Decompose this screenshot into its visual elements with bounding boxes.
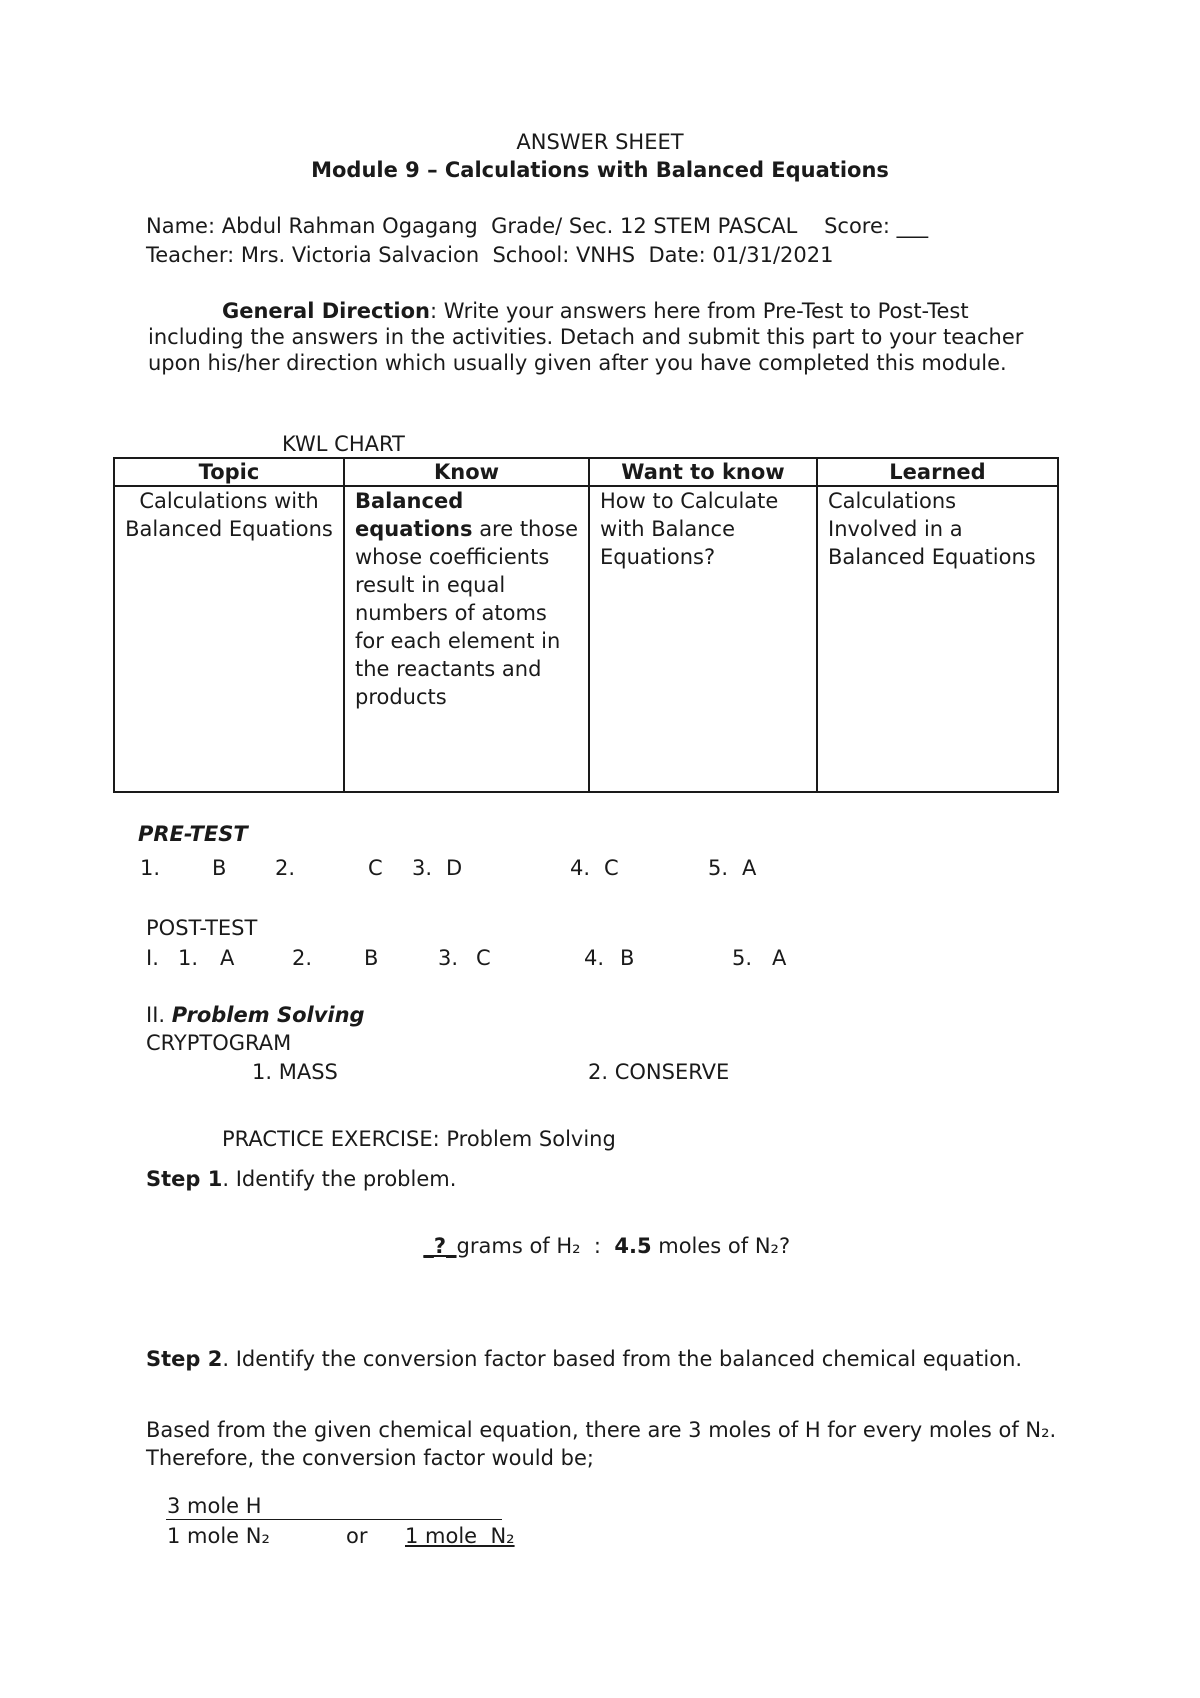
kwl-cell-topic: Calculations with Balanced Equations: [114, 486, 344, 792]
student-info-line: Name: Abdul Rahman Ogagang Grade/ Sec. 12 STEM PASCAL Score: ___: [146, 214, 929, 238]
problem-solving-prefix: II.: [146, 1003, 166, 1027]
posttest-num-2: 2.: [292, 946, 313, 970]
posttest-ans-1: A: [220, 946, 235, 970]
pretest-ans-2: C: [368, 856, 383, 880]
or-text: or: [346, 1524, 368, 1548]
step-2: [146, 1346, 1062, 1372]
general-direction-text: : Write your answers here from Pre-Test to Post-Test including the answers in the activities. Detach and submit this part to your teacher upon his/her direction which usually given after you have completed this module.: [148, 299, 1024, 375]
problem-solving-heading: [146, 1003, 365, 1027]
step-2-text: . Identify the conversion factor based from the balanced chemical equation.: [222, 1347, 1023, 1371]
problem-solving-title: Problem Solving: [171, 1003, 365, 1027]
page-title: ANSWER SHEET: [516, 130, 684, 154]
posttest-ans-4: B: [620, 946, 635, 970]
posttest-title: POST-TEST: [146, 916, 258, 940]
step-1-text: . Identify the problem.: [222, 1167, 457, 1191]
kwl-header-want: Want to know: [589, 458, 817, 486]
kwl-chart-title: KWL CHART: [282, 432, 405, 456]
fraction-numerator: 3 mole H: [167, 1494, 262, 1518]
practice-exercise-title: PRACTICE EXERCISE: Problem Solving: [222, 1127, 616, 1151]
kwl-cell-want: How to Calculate with Balance Equations?: [589, 486, 817, 792]
posttest-ans-3: C: [476, 946, 491, 970]
posttest-ans-2: B: [364, 946, 379, 970]
cryptogram-label: CRYPTOGRAM: [146, 1031, 292, 1055]
kwl-cell-learned: Calculations Involved in a Balanced Equations: [817, 486, 1058, 792]
pretest-ans-4: C: [604, 856, 619, 880]
pretest-ans-1: B: [212, 856, 227, 880]
equation-value: 4.5: [614, 1234, 652, 1258]
page-subtitle: Module 9 – Calculations with Balanced Equations: [311, 158, 889, 182]
pretest-num-1: 1.: [140, 856, 161, 880]
posttest-ans-5: A: [772, 946, 787, 970]
equation-end: moles of N₂?: [651, 1234, 791, 1258]
posttest-prefix: I.: [146, 946, 159, 970]
kwl-know-text: are those whose coefficients result in equal numbers of atoms for each element in the reactants and products: [355, 517, 579, 709]
pretest-ans-3: D: [446, 856, 463, 880]
pretest-num-5: 5.: [708, 856, 729, 880]
pretest-ans-5: A: [742, 856, 757, 880]
fraction-2-numerator: 1 mole N₂: [405, 1524, 515, 1548]
pretest-num-4: 4.: [570, 856, 591, 880]
teacher-info-line: Teacher: Mrs. Victoria Salvacion School: VNHS Date: 01/31/2021: [146, 243, 834, 267]
pretest-title: PRE-TEST: [138, 822, 248, 846]
posttest-num-1: 1.: [178, 946, 199, 970]
problem-equation: [410, 1210, 790, 1258]
posttest-num-4: 4.: [584, 946, 605, 970]
cryptogram-answer-1: 1. MASS: [252, 1060, 338, 1084]
posttest-num-5: 5.: [732, 946, 753, 970]
step-1-label: Step 1: [146, 1167, 223, 1191]
fraction-denominator: 1 mole N₂: [167, 1524, 270, 1548]
cryptogram-answer-2: 2. CONSERVE: [588, 1060, 730, 1084]
kwl-chart-table: [113, 457, 1059, 793]
fraction-line: [166, 1519, 502, 1520]
conversion-paragraph: Based from the given chemical equation, there are 3 moles of H for every moles of N₂. Therefore, the conversion factor would be;: [146, 1418, 1057, 1470]
kwl-cell-know: [344, 486, 589, 792]
step-2-label: Step 2: [146, 1347, 223, 1371]
kwl-header-learned: Learned: [817, 458, 1058, 486]
posttest-num-3: 3.: [438, 946, 459, 970]
kwl-know-bold: Balanced equations: [355, 489, 473, 541]
step-1: [146, 1167, 456, 1191]
pretest-num-2: 2.: [275, 856, 296, 880]
general-direction: [148, 298, 1068, 376]
pretest-num-3: 3.: [412, 856, 433, 880]
equation-blank: _?_: [423, 1234, 457, 1258]
general-direction-label: General Direction: [222, 299, 431, 323]
kwl-header-topic: Topic: [114, 458, 344, 486]
equation-middle: grams of H₂ :: [456, 1234, 615, 1258]
kwl-header-know: Know: [344, 458, 589, 486]
